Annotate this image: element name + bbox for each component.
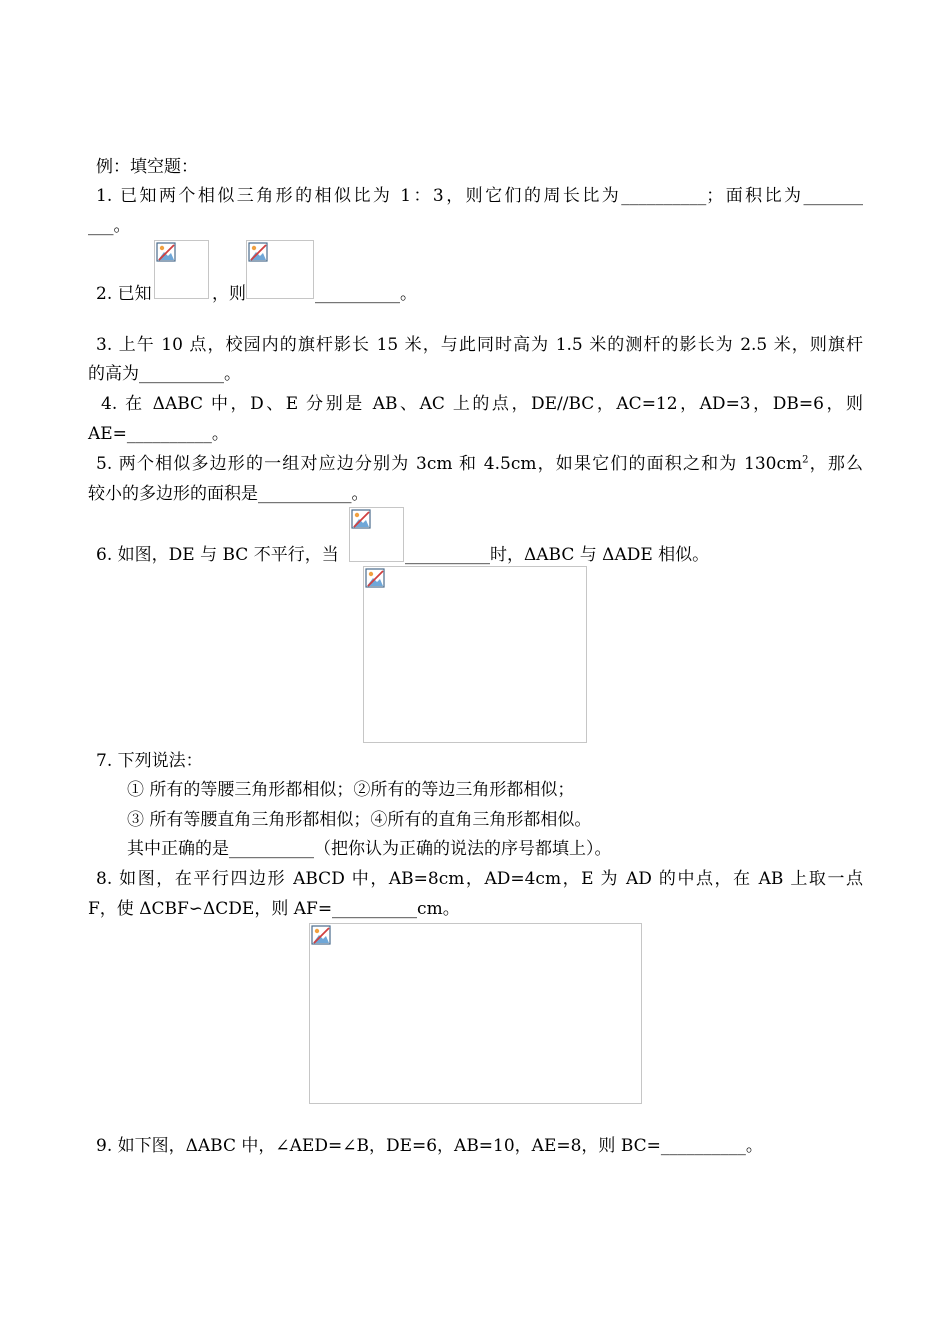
question-5-text-end: ，那么 (808, 454, 863, 474)
formula-image-1 (154, 240, 209, 299)
question-5-line-2: 较小的多边形的面积是___________。 (88, 484, 369, 504)
question-2-suffix: __________。 (315, 284, 417, 304)
question-2-prefix: 2. 已知 (96, 284, 152, 304)
broken-image-icon (156, 242, 176, 262)
question-5-text: 5. 两个相似多边形的一组对应边分别为 3cm 和 4.5cm，如果它们的面积之和为 130cm (96, 454, 803, 474)
question-7-line-3: 其中正确的是__________（把你认为正确的说法的序号都填上）。 (127, 839, 612, 859)
formula-image-3 (349, 507, 404, 562)
broken-image-icon (351, 509, 371, 529)
question-1-line-1: 1. 已知两个相似三角形的相似比为 1：3，则它们的周长比为__________；面积比为_______ (96, 186, 863, 206)
question-3-line-1: 3. 上午 10 点，校园内的旗杆影长 15 米，与此同时高为 1.5 米的测杆的影长为 2.5 米，则旗杆 (96, 335, 863, 355)
superscript-2: 2 (802, 454, 809, 466)
question-6-suffix: __________时，ΔABC 与 ΔADE 相似。 (405, 545, 710, 565)
figure-image-q8 (309, 923, 642, 1104)
question-8-line-1: 8. 如图，在平行四边形 ABCD 中，AB=8cm，AD=4cm，E 为 AD 的中点，在 AB 上取一点 (96, 869, 863, 889)
broken-image-icon (365, 568, 385, 588)
figure-image-q6 (363, 566, 587, 743)
question-7-line-2: ③ 所有等腰直角三角形都相似；④所有的直角三角形都相似。 (127, 810, 592, 830)
question-7-line-1: ① 所有的等腰三角形都相似；②所有的等边三角形都相似； (127, 780, 575, 800)
question-6-prefix: 6. 如图，DE 与 BC 不平行，当 (96, 545, 339, 565)
question-4-line-1: 4. 在 ΔABC 中，D、E 分别是 AB、AC 上的点，DE//BC，AC=12，AD=3，DB=6，则 (101, 394, 863, 414)
broken-image-icon (311, 925, 331, 945)
question-9-line-1: 9. 如下图，ΔABC 中，∠AED=∠B，DE=6，AB=10，AE=8，则 BC=__________。 (96, 1136, 763, 1156)
question-8-line-2: F，使 ΔCBF∽ΔCDE，则 AF=__________cm。 (88, 899, 460, 919)
broken-image-icon (248, 242, 268, 262)
section-heading: 例：填空题： (96, 157, 198, 177)
question-3-line-2: 的高为__________。 (88, 364, 241, 384)
question-1-line-2: ___。 (88, 216, 131, 236)
question-7-title: 7. 下列说法： (96, 751, 203, 771)
formula-image-2 (246, 240, 314, 299)
question-4-line-2: AE=__________。 (88, 424, 229, 444)
question-5-line-1 (96, 454, 863, 474)
question-2-mid: ，则 (212, 284, 246, 304)
